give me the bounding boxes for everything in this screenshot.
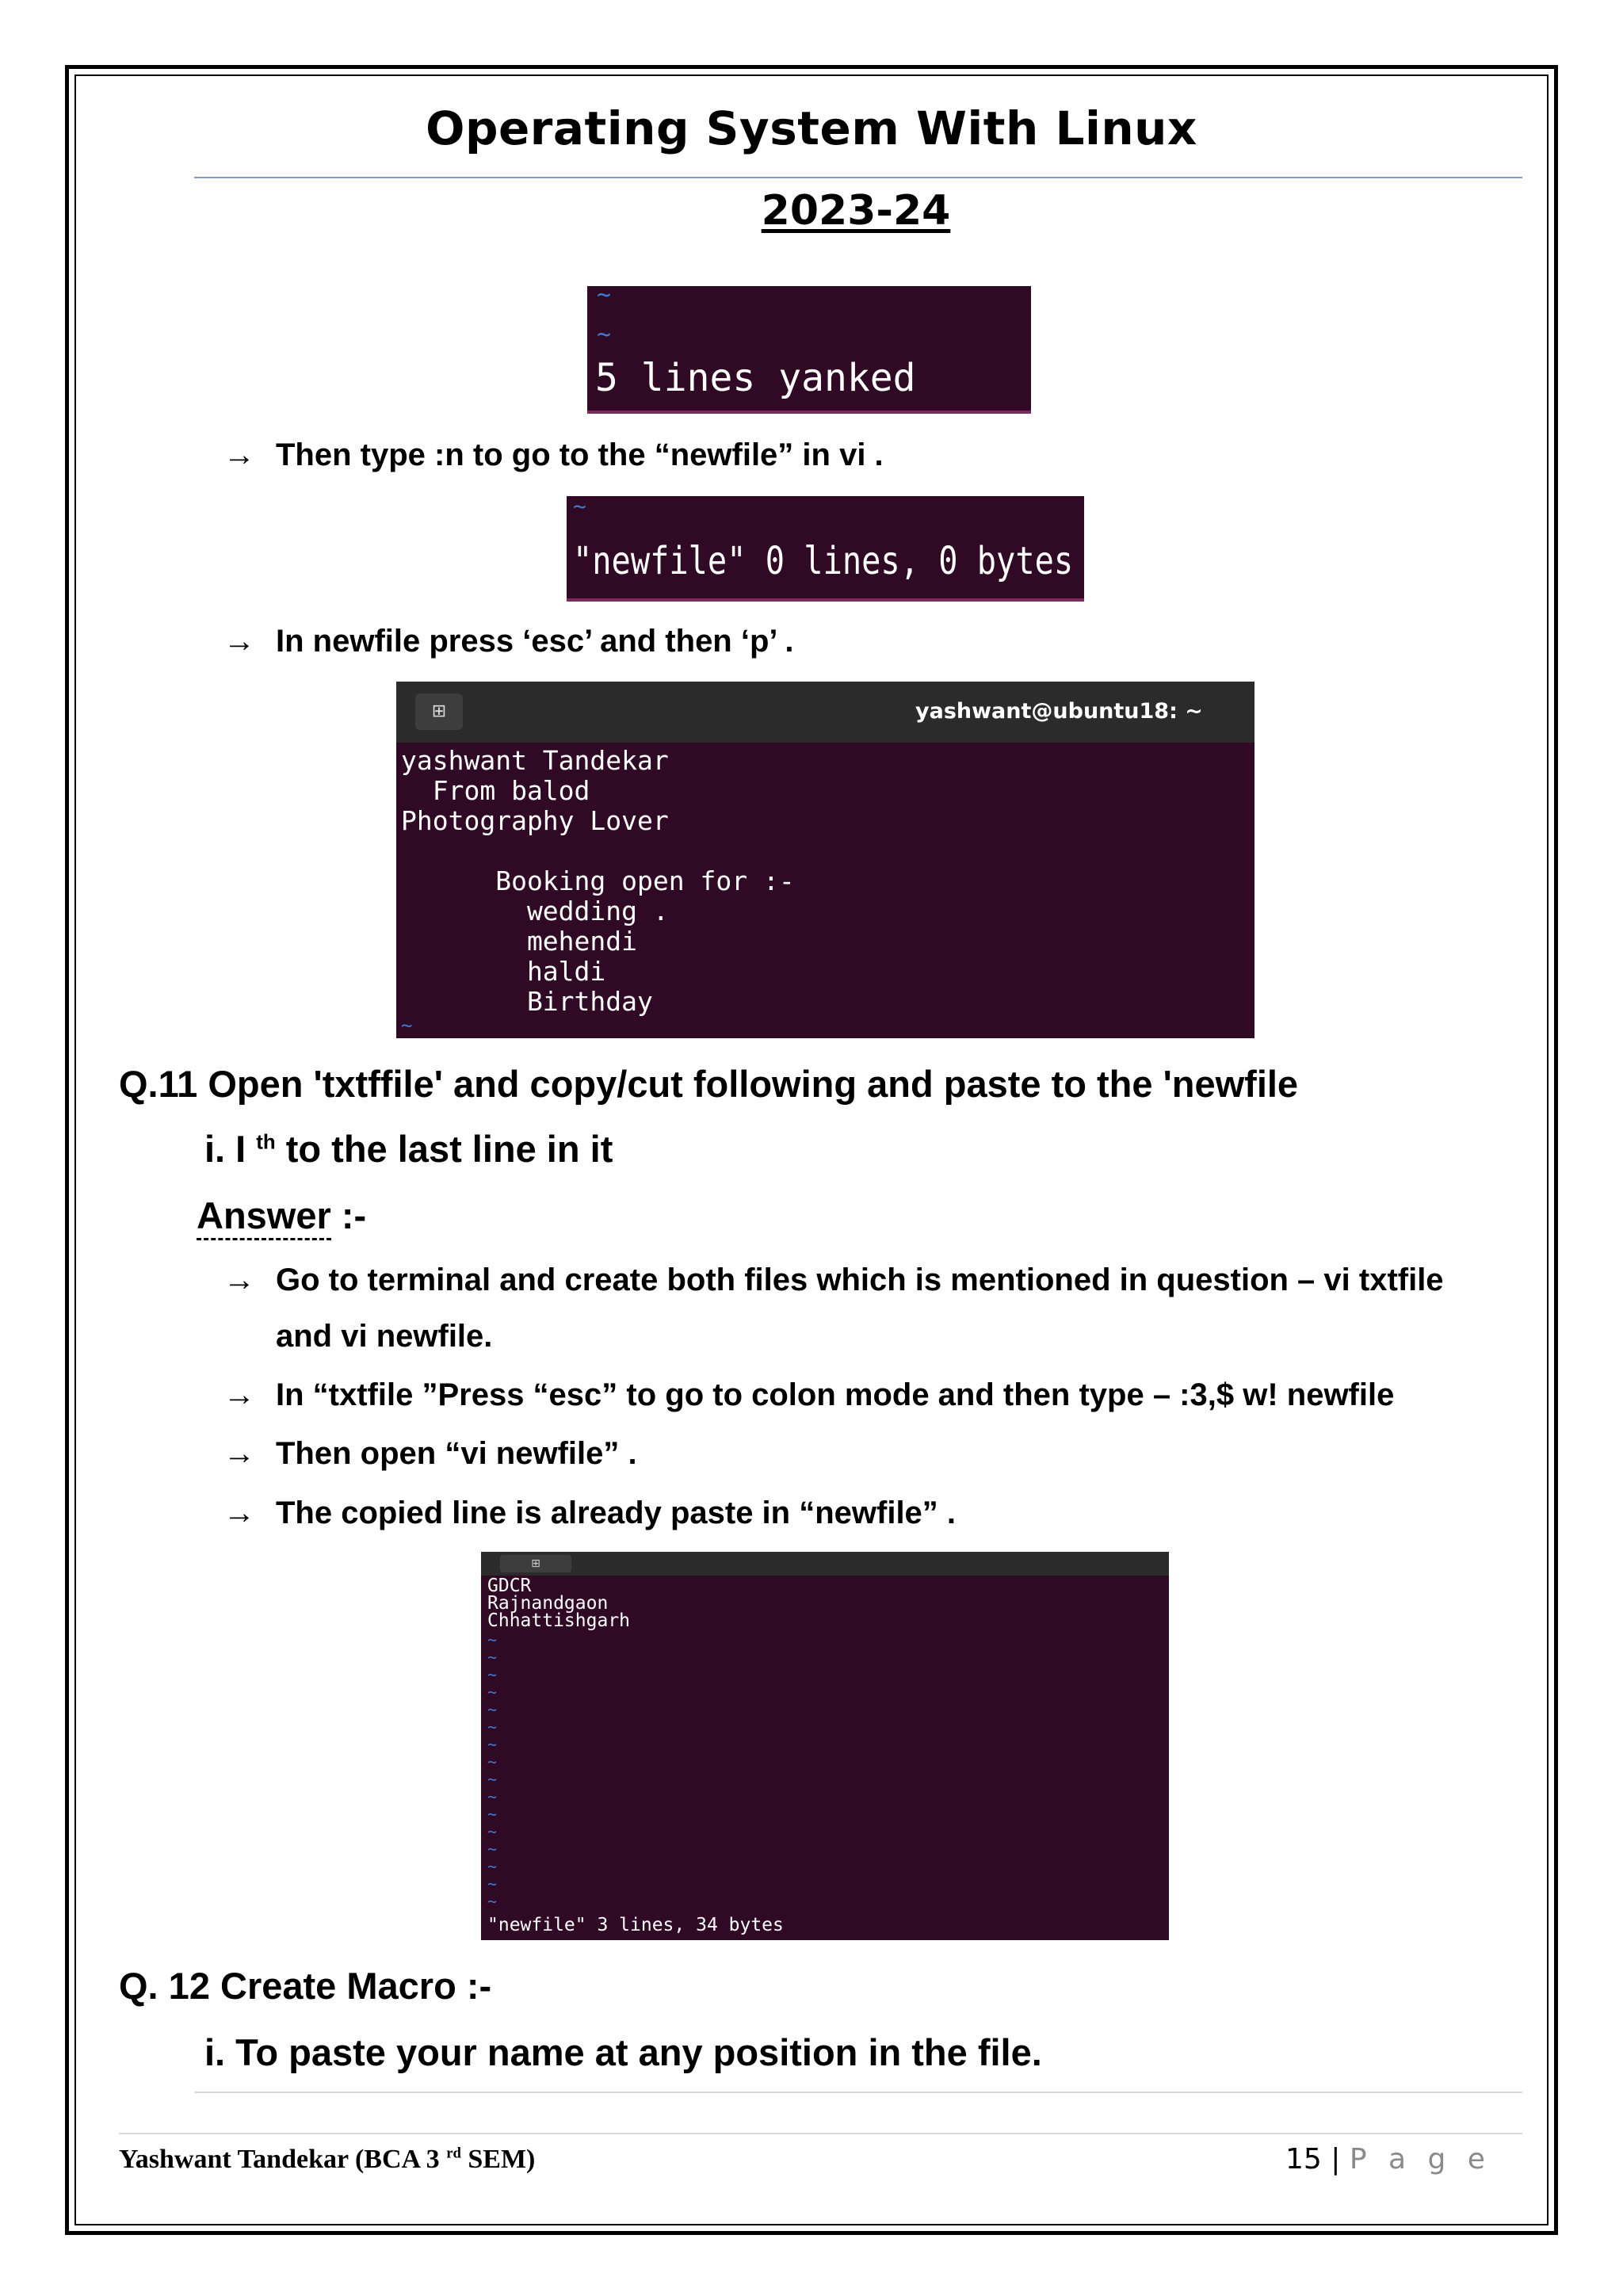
tilde-line: ~ bbox=[573, 496, 586, 519]
tilde-line: ~ bbox=[487, 1857, 498, 1876]
new-tab-icon: ⊞ bbox=[500, 1555, 571, 1572]
tilde-line: ~ bbox=[401, 1014, 413, 1037]
footer-page-number: 15 | P a g e bbox=[1285, 2143, 1491, 2176]
terminal-line: Booking open for :- bbox=[401, 865, 795, 896]
footer-divider bbox=[194, 2092, 1522, 2093]
yanked-screenshot bbox=[587, 286, 1031, 414]
step-line-continued: and vi newfile. bbox=[276, 1319, 493, 1354]
tilde-line: ~ bbox=[487, 1717, 498, 1736]
tilde-line: ~ bbox=[487, 1805, 498, 1824]
tilde-line: ~ bbox=[597, 286, 612, 309]
page-year: 2023-24 bbox=[761, 187, 951, 235]
tilde-line: ~ bbox=[487, 1822, 498, 1841]
terminal-line: haldi bbox=[401, 956, 606, 987]
tilde-line: ~ bbox=[487, 1683, 498, 1702]
status-line: "newfile" 3 lines, 34 bytes bbox=[487, 1915, 784, 1935]
arrow-icon: → bbox=[223, 624, 255, 659]
tilde-line: ~ bbox=[487, 1874, 498, 1893]
question-11-title: Q.11 Open 'txtffile' and copy/cut following and paste to the 'newfile bbox=[119, 1063, 1299, 1105]
arrow-icon: → bbox=[223, 1377, 255, 1412]
step-line: → In newfile press ‘esc’ and then ‘p’ . bbox=[223, 624, 794, 659]
status-line: 5 lines yanked bbox=[595, 356, 916, 400]
file-line: Chhattishgarh bbox=[487, 1610, 631, 1631]
question-11-sub: i. I $^{th}$ to the last line in it bbox=[204, 1128, 613, 1170]
terminal-line: mehendi bbox=[401, 926, 638, 957]
tilde-line: ~ bbox=[487, 1700, 498, 1719]
header-divider bbox=[194, 177, 1522, 178]
question-12-title: Q. 12 Create Macro :- bbox=[119, 1965, 492, 2007]
step-line: → Go to terminal and create both files which is mentioned in question – vi txtfile bbox=[223, 1263, 1444, 1297]
terminal-line: wedding . bbox=[401, 896, 669, 926]
arrow-icon: → bbox=[223, 1496, 255, 1530]
terminal-line: Birthday bbox=[401, 986, 653, 1017]
step-line: → Then type :n to go to the “newfile” in vi . bbox=[223, 437, 884, 472]
new-tab-icon: ⊞ bbox=[415, 693, 463, 730]
arrow-icon: → bbox=[223, 1436, 255, 1471]
newfile-empty-screenshot bbox=[567, 496, 1084, 602]
terminal-line: yashwant Tandekar bbox=[401, 745, 669, 776]
tilde-line: ~ bbox=[487, 1839, 498, 1859]
tilde-line: ~ bbox=[487, 1665, 498, 1684]
arrow-icon: → bbox=[223, 1263, 255, 1297]
tilde-line: ~ bbox=[487, 1630, 498, 1649]
tilde-line: ~ bbox=[487, 1770, 498, 1789]
terminal-titlebar bbox=[396, 682, 1254, 743]
step-line: → In “txtfile ”Press “esc” to go to colon mode and then type – :3,$ w! newfile bbox=[223, 1377, 1395, 1412]
file-line: GDCR bbox=[487, 1576, 532, 1596]
tilde-line: ~ bbox=[597, 321, 612, 349]
page-title: Operating System With Linux bbox=[426, 101, 1197, 155]
terminal-title: yashwant@ubuntu18: ~ bbox=[915, 699, 1203, 724]
footer-divider bbox=[119, 2133, 1522, 2134]
question-12-sub: i. To paste your name at any position in the file. bbox=[204, 2031, 1042, 2073]
status-line: "newfile" 0 lines, 0 bytes bbox=[573, 539, 1074, 583]
tilde-line: ~ bbox=[487, 1648, 498, 1667]
terminal-line: From balod bbox=[401, 775, 590, 806]
tilde-line: ~ bbox=[487, 1752, 498, 1771]
tilde-line: ~ bbox=[487, 1787, 498, 1806]
arrow-icon: → bbox=[223, 437, 255, 472]
tilde-line: ~ bbox=[487, 1892, 498, 1911]
terminal-line: Photography Lover bbox=[401, 805, 669, 836]
tilde-line: ~ bbox=[487, 1735, 498, 1754]
step-line: → Then open “vi newfile” . bbox=[223, 1436, 637, 1471]
terminal-titlebar bbox=[481, 1552, 1169, 1576]
file-line: Rajnandgaon bbox=[487, 1593, 609, 1614]
footer-author: Yashwant Tandekar (BCA 3 $^{rd}$ SEM) bbox=[119, 2145, 536, 2174]
tilde-column bbox=[487, 1630, 511, 1911]
answer-heading: Answer :- bbox=[197, 1194, 366, 1237]
terminal-window-screenshot bbox=[396, 682, 1254, 1038]
step-line: → The copied line is already paste in “newfile” . bbox=[223, 1496, 957, 1530]
vi-newfile-screenshot bbox=[481, 1552, 1169, 1940]
